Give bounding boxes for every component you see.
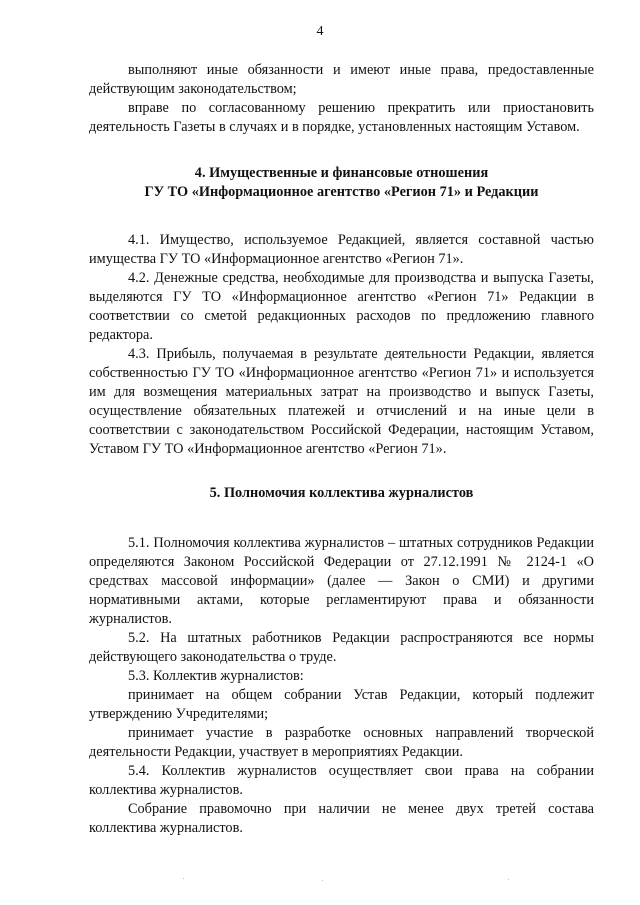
- section-5-heading: 5. Полномочия коллектива журналистов: [209, 485, 474, 501]
- intro-paragraph: выполняют иные обязанности и имеют иные права, предоставленные действующим законодательством;: [89, 62, 594, 97]
- intro-paragraph: вправе по согласованному решению прекратить или приостановить деятельность Газеты в случаях и в порядке, установленных настоящим Уставом.: [89, 100, 594, 135]
- section-4-heading-line2: ГУ ТО «Информационное агентство «Регион 71» и Редакции: [144, 184, 539, 200]
- section-5-paragraph: Собрание правомочно при наличии не менее двух третей состава коллектива журналистов.: [89, 801, 594, 836]
- section-5-paragraph: 5.3. Коллектив журналистов:: [128, 668, 304, 684]
- section-4-paragraph: 4.2. Денежные средства, необходимые для производства и выпуска Газеты, выделяются ГУ ТО «Информационное агентство «Регион 71» Редакции в соответствии со сметой редакционных расходов по предложению главного редактора.: [89, 270, 594, 343]
- section-4-heading: [89, 164, 594, 202]
- section-5-paragraph: 5.1. Полномочия коллектива журналистов – штатных сотрудников Редакции определяются Законом Российской Федерации от 27.12.1991 № 2124-1 «О средствах массовой информации» (далее — Закон о СМИ) и другими нормативными актами, которые регламентируют права и обязанности журналистов.: [89, 535, 594, 627]
- page-number: 4: [316, 24, 324, 39]
- scan-artifacts: [0, 878, 640, 884]
- section-4-paragraph: 4.1. Имущество, используемое Редакцией, является составной частью имущества ГУ ТО «Информационное агентство «Регион 71».: [89, 232, 594, 267]
- section-5-paragraph: принимает участие в разработке основных направлений творческой деятельности Редакции, участвует в мероприятиях Редакции.: [89, 725, 594, 760]
- section-4-heading-line1: 4. Имущественные и финансовые отношения: [194, 165, 489, 181]
- document-body: [89, 61, 594, 838]
- section-5-paragraph: 5.4. Коллектив журналистов осуществляет свои права на собрании коллектива журналистов.: [89, 763, 594, 798]
- section-5-paragraph: 5.2. На штатных работников Редакции распространяются все нормы действующего законодательства о труде.: [89, 630, 594, 665]
- section-4-paragraph: 4.3. Прибыль, получаемая в результате деятельности Редакции, является собственностью ГУ ТО «Информационное агентство «Регион 71» и используется им для возмещения материальных затрат на производство и выпуск Газеты, осуществление обязательных платежей и отчислений и на иные цели в соответствии с законодательством Российской Федерации, настоящим Уставом, Уставом ГУ ТО «Информационное агентство «Регион 71».: [89, 346, 594, 457]
- section-5-paragraph: принимает на общем собрании Устав Редакции, который подлежит утверждению Учредителями;: [89, 687, 594, 722]
